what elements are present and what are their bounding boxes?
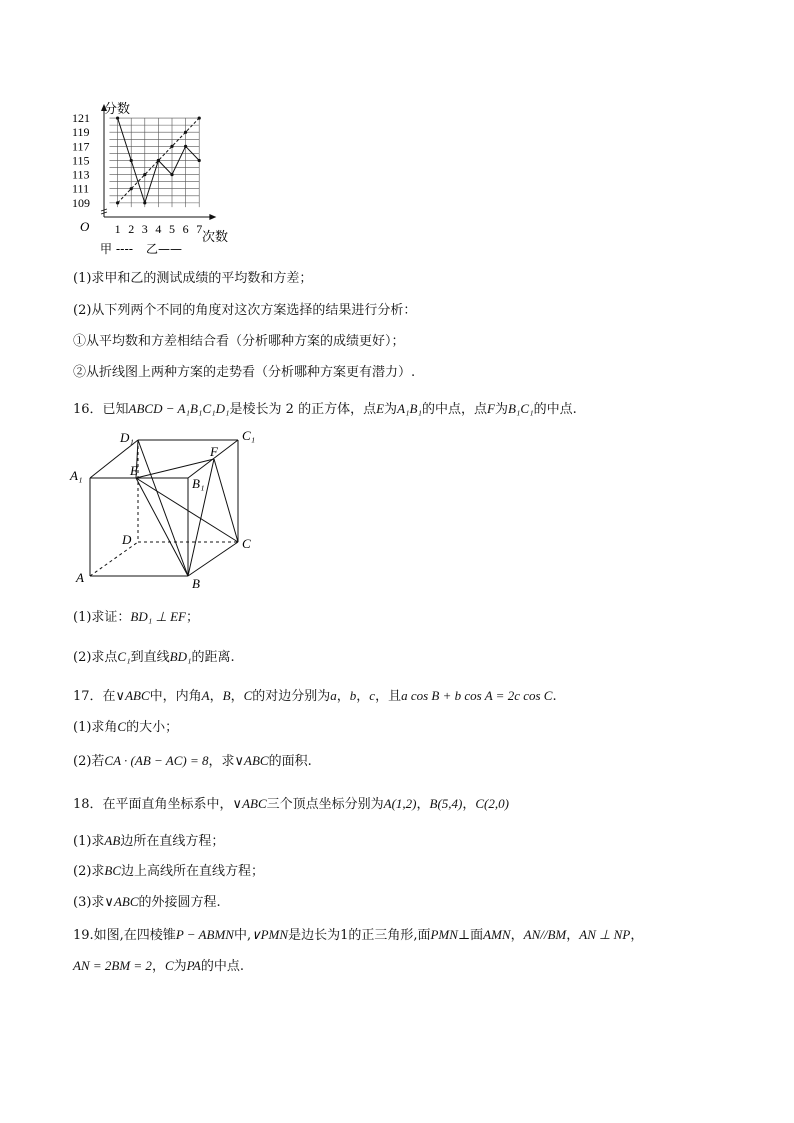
data-point-jia <box>143 173 146 176</box>
q17-part1-text: 的大小； <box>126 720 179 735</box>
data-point-yi <box>143 201 146 204</box>
q17-part1 <box>73 718 178 737</box>
q19-stem-line2 <box>73 957 244 976</box>
q17-part2 <box>73 752 312 771</box>
q18-part3-text: (3)求∨ <box>73 895 114 910</box>
q16-text: 的中点，点 <box>421 402 487 417</box>
seg-eb <box>136 478 188 576</box>
q18-part3-text: 的外接圆方程. <box>138 895 221 910</box>
q19-text: ⊥面 <box>457 928 484 943</box>
label-f: F <box>210 444 218 459</box>
q17-equation: a cos B + b cos A = 2c cos C <box>401 688 553 703</box>
q17-sep: ， <box>356 689 370 704</box>
x-axis-label: 次数 <box>202 230 229 245</box>
q16-part1-math: BD₁ ⊥ EF <box>130 609 186 624</box>
q16-point-f: F <box>487 401 495 416</box>
q16-part2-point: C₁ <box>117 649 131 664</box>
q15-part2-item2: ②从折线图上两种方案的走势看（分析哪种方案更有潜力）. <box>73 365 416 380</box>
q17-part2-text: ，求∨ <box>208 754 245 769</box>
q18-number: 18．在平面直角坐标系中，∨ <box>73 797 243 812</box>
label-d1: D₁ <box>120 430 134 445</box>
q18-part2 <box>73 862 264 881</box>
q17-triangle: ABC <box>125 688 150 703</box>
x-tick-label: 7 <box>196 222 203 236</box>
q17-angle-b: B <box>222 688 231 703</box>
q18-part3 <box>73 893 221 912</box>
q18-part1-text: 边所在直线方程； <box>120 834 225 849</box>
q17-number: 17．在∨ <box>73 689 126 704</box>
q19-perpendicular: AN ⊥ NP <box>579 927 631 942</box>
y-tick-label: 115 <box>72 153 90 168</box>
q16-part2-text: (2)求点 <box>73 650 118 665</box>
q19-plane-amn: AMN <box>483 927 511 942</box>
q17-part2-text: 的面积. <box>268 754 312 769</box>
q18-point-b: B(5,4) <box>429 796 463 811</box>
label-c1: C₁ <box>242 428 256 443</box>
q16-number: 16．已知 <box>73 402 129 417</box>
q17-text: 的对边分别为 <box>252 689 331 704</box>
y-tick-label: 117 <box>72 139 90 154</box>
q17-side-b: b <box>349 688 357 703</box>
label-b: B <box>192 576 200 591</box>
q19-segment-pa: PA <box>186 958 201 973</box>
q15-part2-item1: ①从平均数和方差相结合看（分析哪种方案的成绩更好）； <box>73 334 405 349</box>
x-axis-arrow <box>209 214 216 220</box>
q18-sep: ， <box>416 797 430 812</box>
q18-part2-text: (2)求 <box>73 864 105 879</box>
data-point-jia <box>116 201 119 204</box>
q17-text: . <box>552 689 557 704</box>
q18-part1-text: (1)求 <box>73 834 105 849</box>
q19-text: 的中点. <box>200 959 244 974</box>
q19-text: 为 <box>173 959 187 974</box>
y-tick-label: 113 <box>72 167 90 182</box>
q18-text: 三个顶点坐标分别为 <box>266 797 384 812</box>
q16-text: 是棱长为 2 的正方体，点 <box>229 402 377 417</box>
q19-stem-line1 <box>73 926 643 945</box>
x-tick-label: 5 <box>169 222 175 236</box>
q16-part1-text: ； <box>185 610 199 625</box>
q16-part2-line: BD₁ <box>169 649 192 664</box>
q16-part1 <box>73 608 199 627</box>
x-tick-label: 4 <box>155 222 162 236</box>
q17-angle-c: C <box>243 688 253 703</box>
q19-point-c: C <box>164 958 174 973</box>
q16-part2 <box>73 648 235 667</box>
edge-ad <box>90 542 138 576</box>
q19-sep: ， <box>566 928 580 943</box>
q18-sep: ， <box>462 797 476 812</box>
label-a1: A₁ <box>70 468 83 483</box>
y-axis-label: 分数 <box>104 102 131 117</box>
q17-sep: ， <box>209 689 223 704</box>
q19-sep: ， <box>630 928 644 943</box>
label-b1: B₁ <box>192 476 205 491</box>
q16-text: 为 <box>384 402 398 417</box>
x-tick-label: 6 <box>182 222 189 236</box>
q19-sep: ， <box>151 959 165 974</box>
data-point-jia <box>130 187 133 190</box>
q17-side-a: a <box>330 688 337 703</box>
origin-label: O <box>80 219 90 234</box>
edge-bc <box>188 542 238 576</box>
data-point-yi <box>170 173 173 176</box>
q17-part2-triangle: ABC <box>244 753 269 768</box>
q18-part1-side: AB <box>104 833 121 848</box>
data-point-jia <box>184 131 187 134</box>
q17-part2-vector-eq: CA · (AB − AC) = 8 <box>104 753 209 768</box>
q17-part1-angle: C <box>117 719 127 734</box>
q17-sep: ， <box>336 689 350 704</box>
q17-text: 中，内角 <box>149 689 202 704</box>
label-a: A <box>76 570 84 585</box>
q15-part1: (1)求甲和乙的测试成绩的平均数和方差； <box>73 271 313 286</box>
q16-part2-text: 的距离. <box>191 650 235 665</box>
data-point-yi <box>130 159 133 162</box>
x-tick-label: 3 <box>141 222 148 236</box>
q19-sep: ， <box>510 928 524 943</box>
diag-d1b <box>138 440 188 576</box>
data-point-jia <box>170 145 173 148</box>
y-tick-label: 121 <box>72 111 90 126</box>
q16-segment-b1c1: B₁C₁ <box>507 401 534 416</box>
q18-point-a: A(1,2) <box>383 796 417 811</box>
y-tick-label: 119 <box>72 125 90 140</box>
q15-part2: (2)从下列两个不同的角度对这次方案选择的结果进行分析： <box>73 303 417 318</box>
q16-text: 的中点. <box>533 402 577 417</box>
q18-part2-text: 边上高线所在直线方程； <box>121 864 265 879</box>
q17-text: ，且 <box>375 689 402 704</box>
q16-cube: ABCD − A₁B₁C₁D₁ <box>128 401 230 416</box>
y-tick-label: 109 <box>72 195 90 210</box>
cube-figure <box>68 428 258 596</box>
label-c: C <box>242 536 251 551</box>
q17-part2-text: (2)若 <box>73 754 105 769</box>
q19-parallel: AN//BM <box>523 927 567 942</box>
q19-text: 中, <box>233 928 252 943</box>
data-point-jia <box>198 116 201 119</box>
q18-part3-triangle: ABC <box>113 894 139 909</box>
x-tick-label: 2 <box>128 222 135 236</box>
x-tick-label: 1 <box>114 222 121 236</box>
q16-part2-text: 到直线 <box>130 650 170 665</box>
q17-angle-a: A <box>201 688 210 703</box>
q19-pyramid: P − ABMN <box>175 927 234 942</box>
q17-part1-text: (1)求角 <box>73 720 118 735</box>
q19-length-eq: AN = 2BM = 2 <box>73 958 152 973</box>
label-d: D <box>122 532 132 547</box>
q19-triangle: ∨PMN <box>251 927 289 942</box>
q18-part1 <box>73 832 224 851</box>
q19-text: 是边长为1的正三角形,面 <box>288 928 431 943</box>
legend-yi: 乙—— <box>146 242 183 255</box>
q17-stem <box>73 687 557 706</box>
q18-part2-side: BC <box>104 863 122 878</box>
data-point-yi <box>184 145 187 148</box>
q17-sep: ， <box>230 689 244 704</box>
q18-stem <box>73 795 509 814</box>
q16-text: 为 <box>494 402 508 417</box>
score-line-chart <box>70 95 250 255</box>
legend-jia: 甲 ---- <box>100 242 134 255</box>
label-e: E <box>130 463 138 478</box>
data-point-yi <box>198 159 201 162</box>
data-point-yi <box>157 159 160 162</box>
q16-segment-a1b1: A₁B₁ <box>397 401 422 416</box>
q19-plane-pmn: PMN <box>430 927 458 942</box>
y-tick-label: 111 <box>72 181 90 196</box>
q17-side-c: c <box>369 688 376 703</box>
q18-point-c: C(2,0) <box>475 796 509 811</box>
q16-part1-text: (1)求证： <box>73 610 131 625</box>
q19-number: 19.如图,在四棱锥 <box>73 928 176 943</box>
q18-triangle: ABC <box>242 796 267 811</box>
q16-stem <box>73 400 577 419</box>
q16-point-e: E <box>376 401 385 416</box>
